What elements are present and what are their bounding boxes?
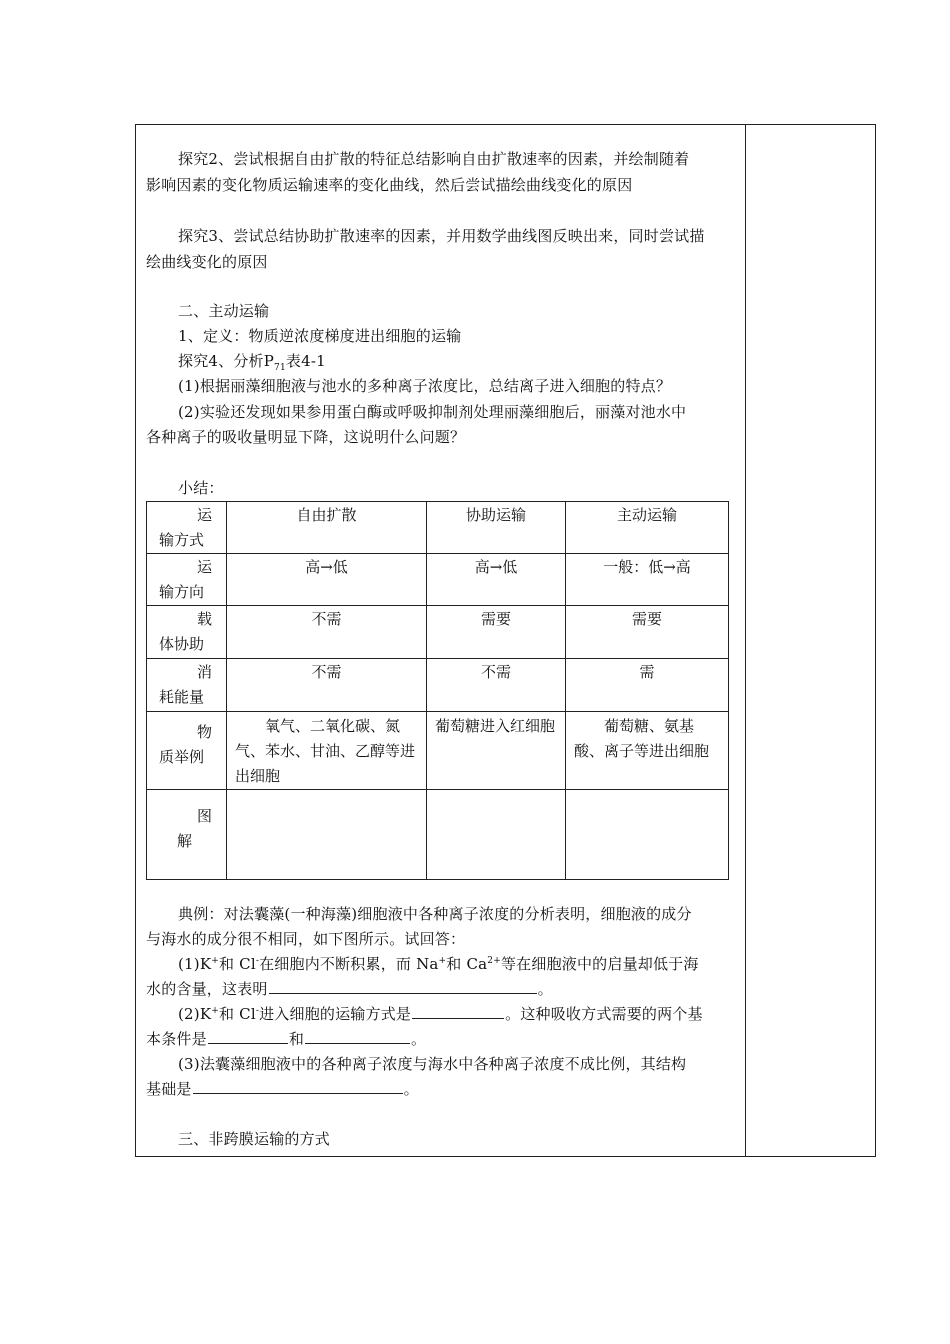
explore4-line	[178, 350, 326, 372]
table-row	[147, 712, 729, 790]
diagram-cell	[427, 790, 566, 880]
table-row	[147, 659, 729, 712]
diagram-cell	[566, 790, 729, 880]
table-row	[147, 502, 729, 554]
table-cell: 高→低	[427, 554, 566, 606]
answer-blank[interactable]	[208, 1029, 288, 1044]
explore4-prefix: 探究4、分析P	[178, 352, 275, 370]
section2-q2-line2: 各种离子的吸收量明显下降，这说明什么问题？	[146, 428, 466, 446]
table-row	[147, 554, 729, 606]
explore4-page-sub: 71	[274, 363, 286, 373]
row-label: 运 输方向	[147, 554, 227, 606]
section2-q2-line1: (2)实验还发现如果参用蛋白酶或呼吸抑制剂处理丽藻细胞后，丽藻对池水中	[178, 403, 687, 421]
answer-blank[interactable]	[305, 1029, 410, 1044]
summary-table	[146, 501, 729, 880]
table-row	[147, 606, 729, 659]
section2-title: 二、主动运输	[178, 302, 270, 320]
example-q2-line2: 本条件是 和 。	[146, 1030, 427, 1048]
answer-blank[interactable]	[269, 979, 537, 994]
table-cell: 需要	[427, 606, 566, 659]
section2-q1: (1)根据丽藻细胞液与池水的多种离子浓度比，总结离子进入细胞的特点？	[178, 377, 672, 395]
table-cell: 葡萄糖进入红细胞	[427, 712, 566, 790]
example-q1-line1: (1)K+和 Cl-在细胞内不断积累，而 Na+和 $Ca^{2+}$等在细胞液中的启量却低于海	[178, 955, 699, 973]
row-label: 载 体协助	[147, 606, 227, 659]
col-header-free-diffusion: 自由扩散	[227, 502, 427, 554]
explore2-line2: 影响因素的变化物质运输速率的变化曲线，然后尝试描绘曲线变化的原因	[146, 176, 633, 194]
row-label: 运 输方式	[147, 502, 227, 554]
table-cell: 高→低	[227, 554, 427, 606]
table-cell: 不需	[427, 659, 566, 712]
table-row	[147, 790, 729, 880]
table-cell: 不需	[227, 659, 427, 712]
table-cell: 需	[566, 659, 729, 712]
explore4-suffix: 表4-1	[285, 352, 326, 370]
explore2-line1: 探究2、尝试根据自由扩散的特征总结影响自由扩散速率的因素，并绘制随着	[178, 150, 690, 168]
table-cell: 不需	[227, 606, 427, 659]
table-cell: 氧气、二氧化碳、氮气、苯水、甘油、乙醇等进出细胞	[227, 712, 427, 790]
section2-definition: 1、定义：物质逆浓度梯度进出细胞的运输	[178, 327, 462, 345]
example-q2-line1: (2)K+和 Cl-进入细胞的运输方式是 。这种吸收方式需要的两个基	[178, 1005, 703, 1023]
notes-column-divider	[745, 124, 746, 1157]
answer-blank[interactable]	[412, 1004, 504, 1019]
example-q3-line1: (3)法囊藻细胞液中的各种离子浓度与海水中各种离子浓度不成比例，其结构	[178, 1055, 687, 1073]
col-header-facilitated: 协助运输	[427, 502, 566, 554]
table-cell: 一般：低→高	[566, 554, 729, 606]
answer-blank[interactable]	[193, 1079, 403, 1094]
row-label: 物 质举例	[147, 712, 227, 790]
summary-label: 小结：	[178, 479, 224, 497]
row-label: 图 解	[147, 790, 227, 880]
example-intro-line1: 典例：对法囊藻(一种海藻)细胞液中各种离子浓度的分析表明，细胞液的成分	[178, 905, 692, 923]
section3-title: 三、非跨膜运输的方式	[178, 1130, 331, 1148]
example-q1-line2: 水的含量，这表明 。	[146, 980, 553, 998]
explore3-line2: 绘曲线变化的原因	[146, 253, 268, 271]
explore3-line1: 探究3、尝试总结协助扩散速率的因素，并用数学曲线图反映出来，同时尝试描	[178, 227, 705, 245]
table-cell: 葡萄糖、氨基酸、离子等进出细胞	[566, 712, 729, 790]
row-label: 消 耗能量	[147, 659, 227, 712]
diagram-cell	[227, 790, 427, 880]
example-intro-line2: 与海水的成分很不相同，如下图所示。试回答：	[146, 930, 466, 948]
col-header-active: 主动运输	[566, 502, 729, 554]
table-cell: 需要	[566, 606, 729, 659]
example-q3-line2: 基础是 。	[146, 1080, 419, 1098]
